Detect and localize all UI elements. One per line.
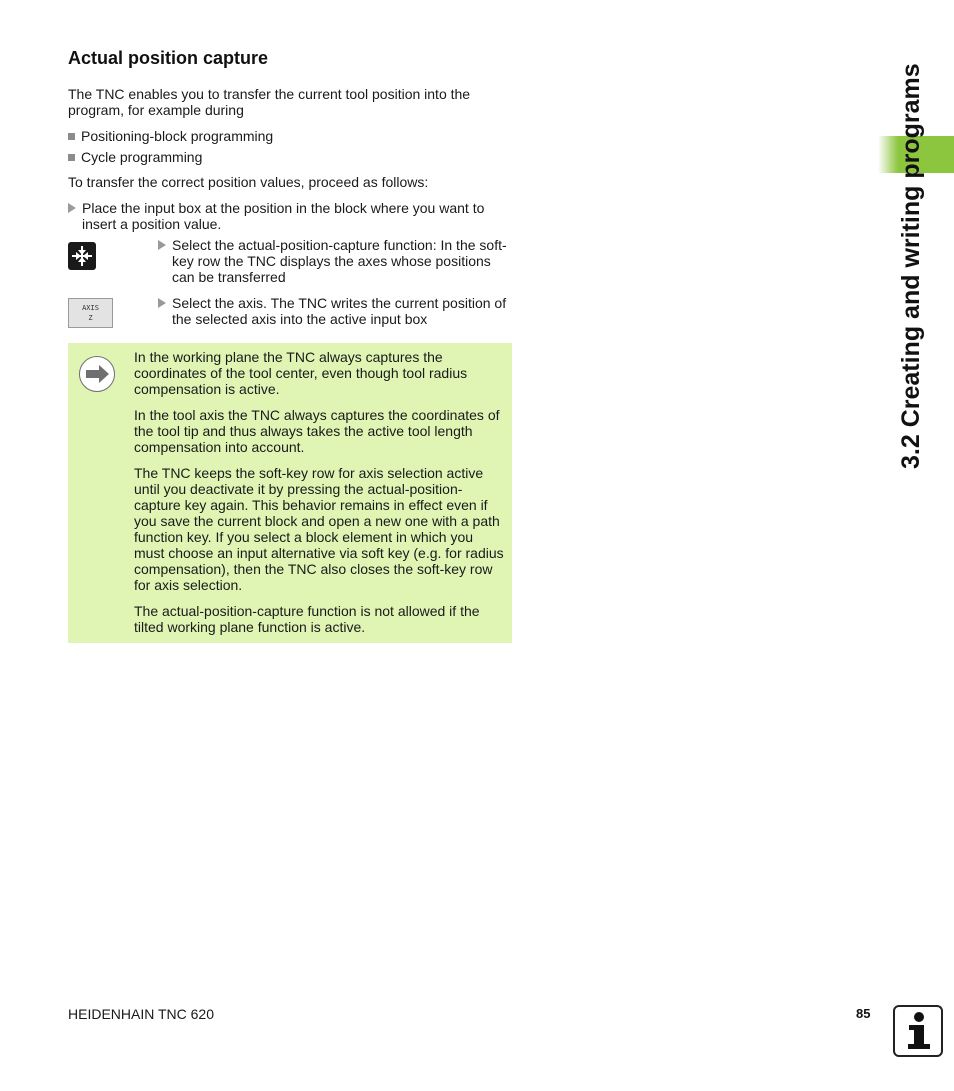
bullet-text: Cycle programming bbox=[81, 149, 203, 165]
step-arrow-icon bbox=[68, 203, 76, 213]
chapter-tab-fade bbox=[878, 136, 898, 173]
chapter-title: 3.2 Creating and writing programs bbox=[897, 63, 925, 469]
section-heading: Actual position capture bbox=[68, 48, 269, 68]
arrow-right-icon bbox=[79, 356, 115, 392]
note-paragraph: In the working plane the TNC always captures the coordinates of the tool center, even though tool radius compensation is active. bbox=[134, 349, 468, 397]
note-paragraph: The TNC keeps the soft-key row for axis selection active until you deactivate it by pressing the actual-position-capture key again. This behavior remains in effect even if you save the current block and open a new one with a path function key. If you select a block element in which you must choose an input alternative via soft key (e.g. for radius compensation), then the TNC also closes the soft-key row for axis selection. bbox=[134, 465, 504, 593]
info-i-glyph bbox=[895, 1007, 941, 1055]
bullet-item bbox=[68, 128, 273, 144]
crosshair-arrows-icon bbox=[68, 242, 96, 270]
step-arrow-icon bbox=[158, 298, 166, 308]
step-arrow-icon bbox=[158, 240, 166, 250]
footer-product: HEIDENHAIN TNC 620 bbox=[68, 1006, 215, 1022]
info-icon bbox=[893, 1005, 943, 1057]
step-text: Select the actual-position-capture function: In the soft-key row the TNC displays the axes whose positions can be transferred bbox=[172, 237, 507, 285]
step-text: Select the axis. The TNC writes the current position of the selected axis into the active input box bbox=[172, 295, 507, 327]
proceed-paragraph: To transfer the correct position values, proceed as follows: bbox=[68, 174, 429, 190]
step-item bbox=[158, 237, 512, 285]
arrow-right-glyph bbox=[80, 357, 114, 391]
bullet-text: Positioning-block programming bbox=[81, 128, 274, 144]
softkey-label-line1: AXIS bbox=[82, 304, 99, 312]
note-paragraph: The actual-position-capture function is not allowed if the tilted working plane function is active. bbox=[134, 603, 480, 635]
intro-paragraph: The TNC enables you to transfer the current tool position into the program, for example during bbox=[68, 86, 471, 118]
softkey-label-line2: Z bbox=[88, 314, 93, 322]
note-paragraph: In the tool axis the TNC always captures the coordinates of the tool tip and thus always takes the active tool length compensation into account. bbox=[134, 407, 500, 455]
actual-position-capture-key-icon bbox=[68, 242, 96, 270]
bullet-square-icon bbox=[68, 133, 75, 140]
axis-z-softkey bbox=[68, 298, 113, 328]
bullet-square-icon bbox=[68, 154, 75, 161]
page-number: 85 bbox=[856, 1006, 871, 1021]
step-item bbox=[68, 200, 508, 232]
bullet-item bbox=[68, 149, 202, 165]
step-text: Place the input box at the position in the block where you want to insert a position value. bbox=[82, 200, 485, 232]
step-item bbox=[158, 295, 512, 327]
